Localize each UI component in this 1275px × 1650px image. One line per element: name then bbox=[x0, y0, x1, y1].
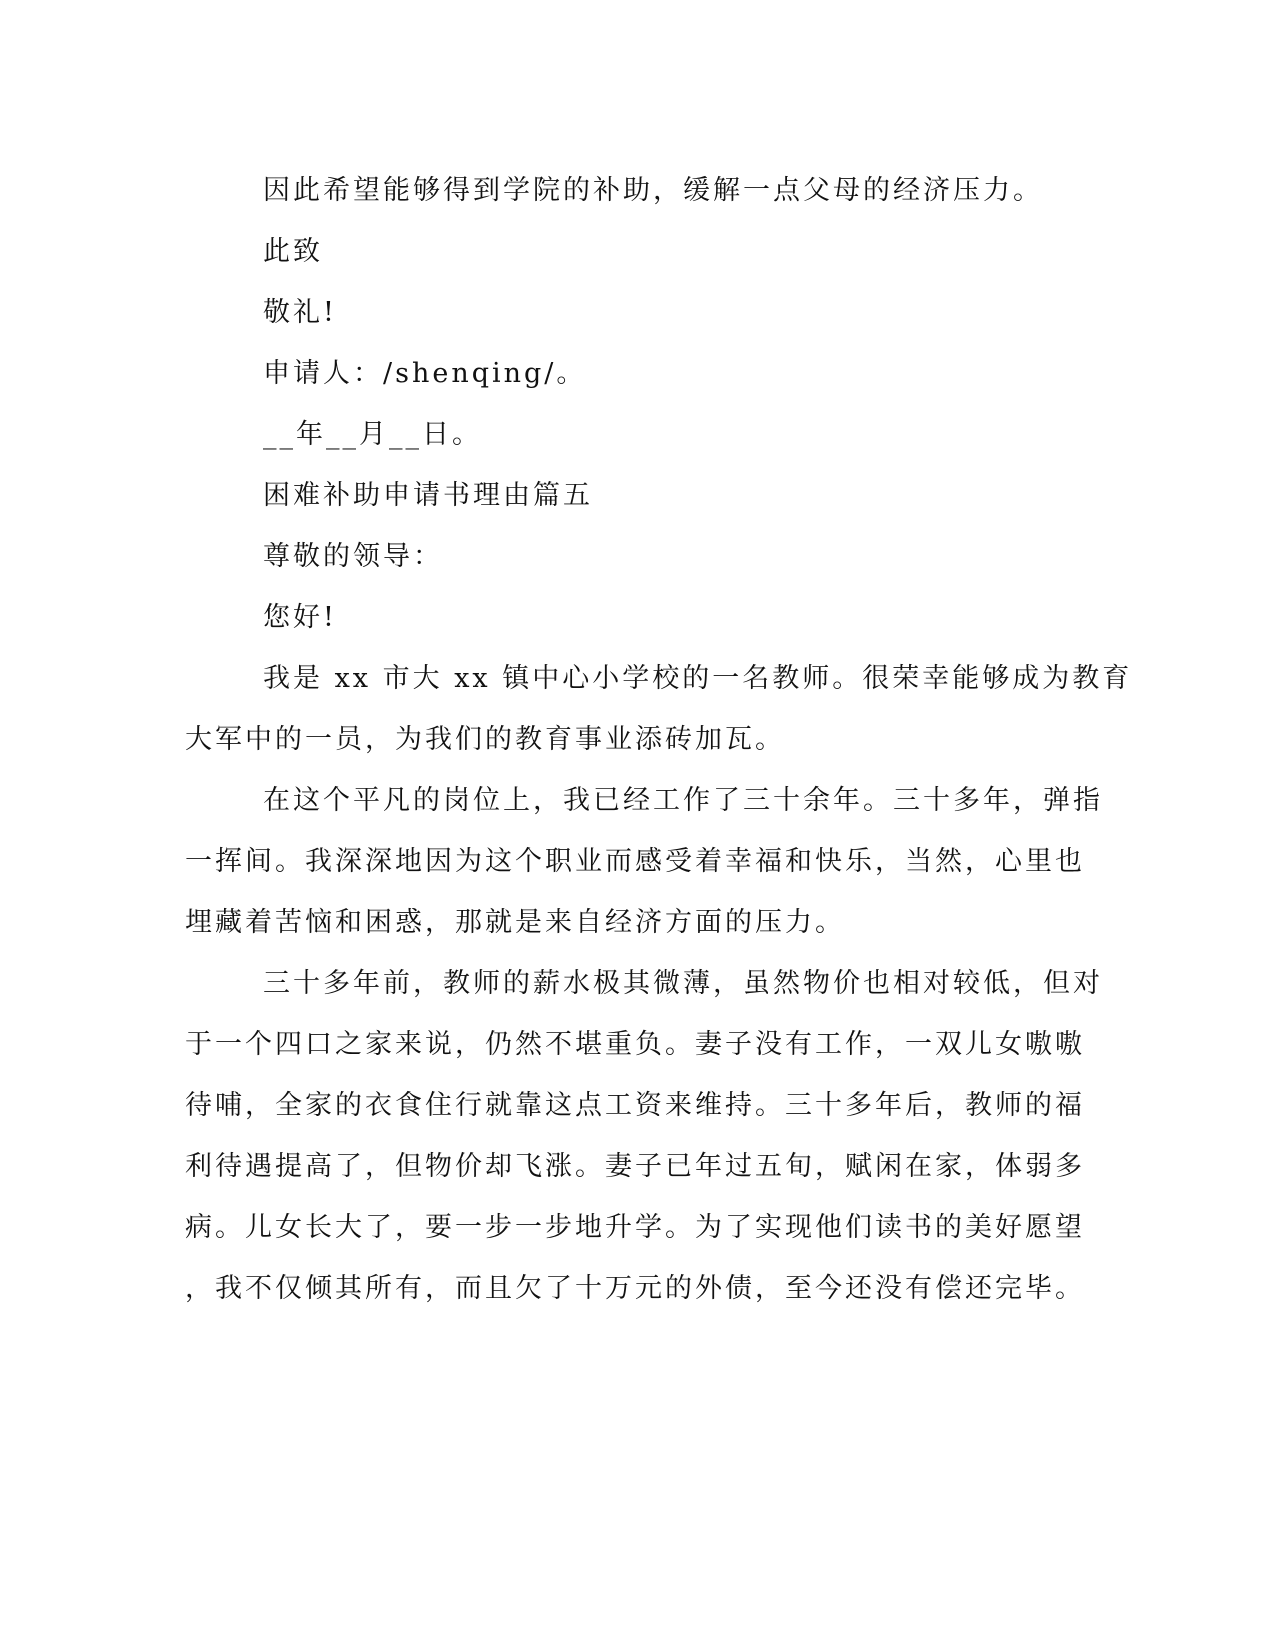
applicant-line: 申请人：/shenqing/。 bbox=[263, 358, 587, 389]
greeting-hello: 您好! bbox=[263, 602, 337, 633]
paragraph-line: 三十多年前，教师的薪水极其微薄，虽然物价也相对较低，但对 bbox=[263, 968, 1103, 999]
paragraph-line: 利待遇提高了，但物价却飞涨。妻子已年过五旬，赋闲在家，体弱多 bbox=[185, 1151, 1085, 1182]
paragraph-line: 我是 xx 市大 xx 镇中心小学校的一名教师。很荣幸能够成为教育 bbox=[263, 663, 1133, 694]
paragraph-2 bbox=[185, 770, 1103, 953]
section-title: 困难补助申请书理由篇五 bbox=[263, 480, 593, 511]
closing-regards: 敬礼! bbox=[263, 297, 337, 328]
paragraph-1 bbox=[185, 648, 1133, 770]
paragraph-line: 在这个平凡的岗位上，我已经工作了三十余年。三十多年，弹指 bbox=[263, 785, 1103, 816]
paragraph-line: 待哺，全家的衣食住行就靠这点工资来维持。三十多年后，教师的福 bbox=[185, 1090, 1085, 1121]
text-line: 因此希望能够得到学院的补助，缓解一点父母的经济压力。 bbox=[263, 175, 1043, 206]
paragraph-line: 一挥间。我深深地因为这个职业而感受着幸福和快乐，当然，心里也 bbox=[185, 846, 1085, 877]
paragraph-line: ，我不仅倾其所有，而且欠了十万元的外债，至今还没有偿还完毕。 bbox=[185, 1273, 1085, 1304]
paragraph-line: 病。儿女长大了，要一步一步地升学。为了实现他们读书的美好愿望 bbox=[185, 1212, 1085, 1243]
greeting-recipient: 尊敬的领导： bbox=[263, 541, 443, 572]
date-line: __年__月__日。 bbox=[263, 419, 482, 450]
paragraph-line: 大军中的一员，为我们的教育事业添砖加瓦。 bbox=[185, 724, 785, 755]
paragraph-3 bbox=[185, 953, 1103, 1319]
closing-salutation: 此致 bbox=[263, 236, 323, 267]
paragraph-line: 于一个四口之家来说，仍然不堪重负。妻子没有工作，一双儿女嗷嗷 bbox=[185, 1029, 1085, 1060]
paragraph-line: 埋藏着苦恼和困惑，那就是来自经济方面的压力。 bbox=[185, 907, 845, 938]
document-page bbox=[185, 160, 1133, 1319]
